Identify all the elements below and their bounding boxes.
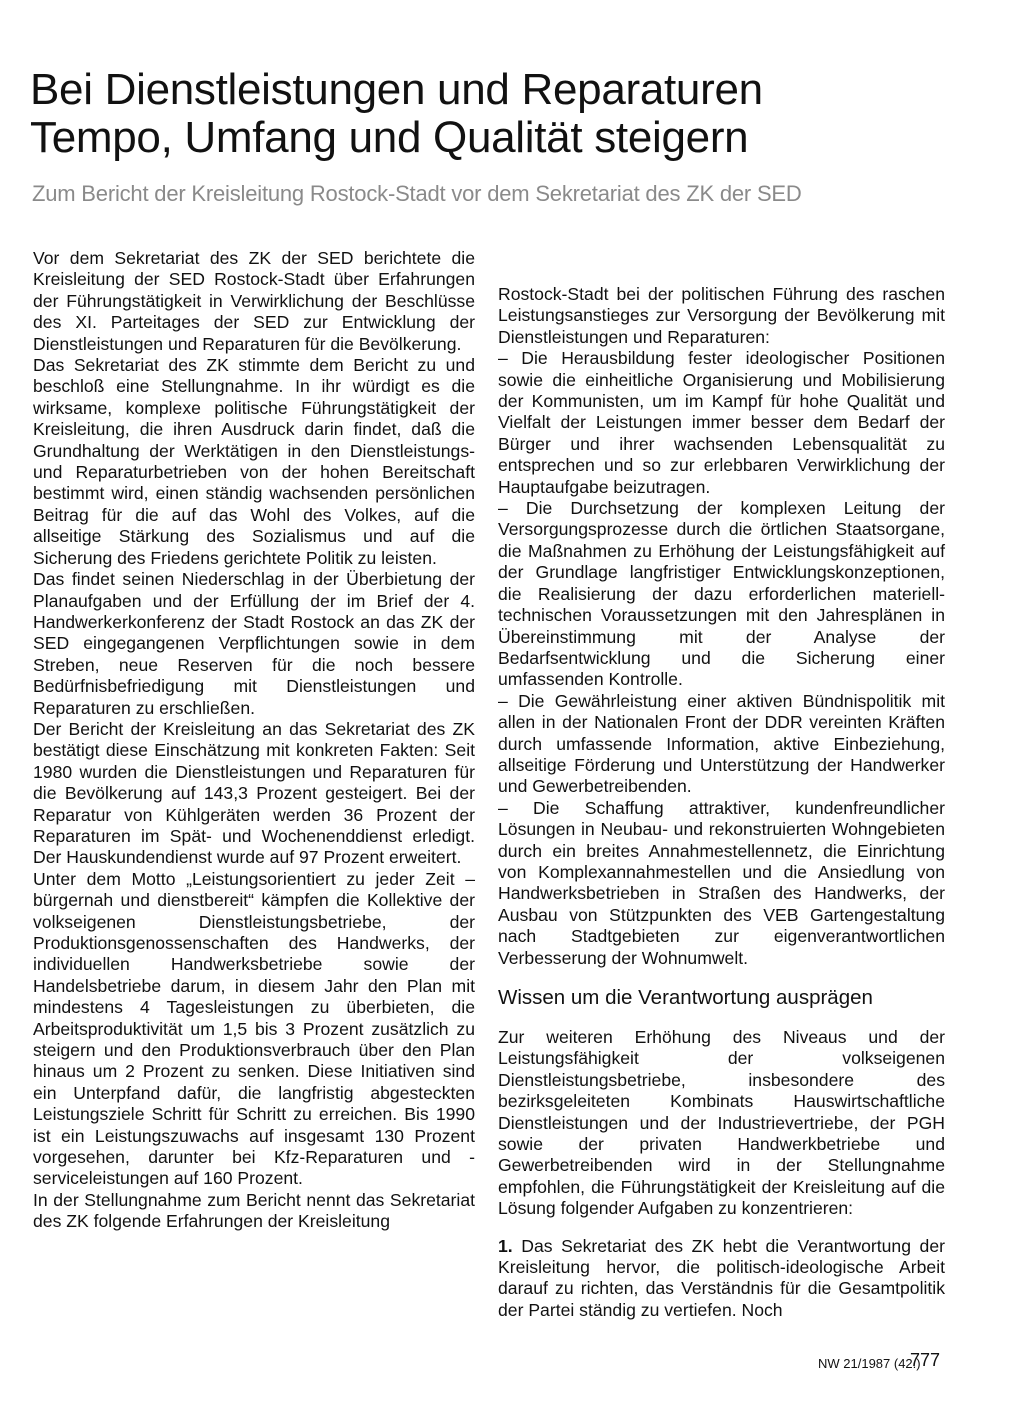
- right-paragraph-4: – Die Gewährleistung einer aktiven Bündnispolitik mit allen in der Nationalen Front der DDR vereinten Kräften durch umfassende Information, aktive Einbeziehung, allseitige Förderung und Unterstützung der Handwerker und Gewerbetreibenden.: [498, 690, 945, 797]
- left-paragraph-2: Das Sekretariat des ZK stimmte dem Bericht zu und beschloß eine Stellungnahme. In ihr würdigt es die wirksame, komplexe politische Führungstätigkeit der Kreisleitung, die ihren Ausdruck darin findet, daß die Grundhaltung der Werktätigen in den Dienstleistungs- und Reparaturbetrieben von der hohen Bereitschaft bestimmt wird, einen ständig wachsenden persönlichen Beitrag für die auf das Wohl des Volkes, auf die allseitige Stärkung des Sozialismus und auf die Sicherung des Friedens gerichtete Politik zu leisten.: [33, 355, 475, 568]
- left-paragraph-1: Vor dem Sekretariat des ZK der SED berichtete die Kreisleitung der SED Rostock-Stadt über Erfahrungen der Führungstätigkeit in Verwirklichung der Beschlüsse des XI. Parteitages der SED zur Entwicklung der Dienstleistungen und Reparaturen für die Bevölkerung.: [33, 248, 475, 354]
- right-paragraph-7-text: Das Sekretariat des ZK hebt die Verantwortung der Kreisleitung hervor, die politisch-ideologische Arbeit darauf zu richten, das Verständnis für die Gesamtpolitik der Partei ständig zu vertiefen. Noch: [498, 1235, 945, 1320]
- left-paragraph-5: Unter dem Motto „Leistungsorientiert zu jeder Zeit – bürgernah und dienstbereit“ kämpfen die Kollektive der volkseigenen Dienstleistungsbetriebe, der Produktionsgenossenschaften des Handwerks, der individuellen Handwerksbetriebe sowie der Handelsbetriebe darum, in diesem Jahr den Plan mit mindestens 4 Tagesleistungen zu überbieten, die Arbeitsproduktivität um 1,5 bis 3 Prozent zusätzlich zu steigern und den Produktionsverbrauch über den Plan hinaus um 2 Prozent zu senken. Diese Initiativen sind ein Unterpfand dafür, die langfristig abgesteckten Leistungsziele Schritt für Schritt zu erreichen. Bis 1990 ist ein Leistungszuwachs auf insgesamt 130 Prozent vorgesehen, darunter bei Kfz-Reparaturen und -serviceleistungen auf 160 Prozent.: [33, 868, 475, 1189]
- right-paragraph-2: – Die Herausbildung fester ideologischer Positionen sowie die einheitliche Organisierung und Mobilisierung der Kommunisten, um im Kampf für hohe Qualität und Vielfalt der Leistungen immer besser dem Bedarf der Bürger und ihrer wachsenden Lebensqualität zu entsprechen und so zur erlebbaren Verwirklichung der Hauptaufgabe beizutragen.: [498, 348, 945, 497]
- right-paragraph-7: [498, 1236, 945, 1322]
- page-number: 777: [910, 1350, 941, 1370]
- right-paragraph-3: – Die Durchsetzung der komplexen Leitung der Versorgungsprozesse durch die örtlichen Staatsorgane, die Maßnahmen zu Erhöhung der Leistungsfähigkeit auf der Grundlage langfristiger Entwicklungskonzeptionen, die Realisierung der dazu erforderlichen materiell-technischen Voraussetzungen mit den Jahresplänen in Übereinstimmung mit der Analyse der Bedarfsentwicklung und die Sicherung einer umfassenden Kontrolle.: [498, 498, 945, 690]
- headline-line-1: Bei Dienstleistungen und Reparaturen: [30, 65, 763, 114]
- subheadline: Zum Bericht der Kreisleitung Rostock-Stadt vor dem Sekretariat des ZK der SED: [32, 181, 802, 206]
- left-column: [33, 248, 475, 1233]
- left-paragraph-4: Der Bericht der Kreisleitung an das Sekretariat des ZK bestätigt diese Einschätzung mit konkreten Fakten: Seit 1980 wurden die Dienstleistungen und Reparaturen für die Bevölkerung auf 143,3 Prozent gesteigert. Bei der Reparatur von Kühlgeräten werden 36 Prozent der Reparaturen im Spät- und Wochenenddienst erledigt. Der Hauskundendienst wurde auf 97 Prozent erweitert.: [33, 718, 475, 868]
- right-paragraph-6: Zur weiteren Erhöhung des Niveaus und der Leistungsfähigkeit der volkseigenen Dienstleistungsbetriebe, insbesondere des bezirksgeleiteten Kombinats Hauswirtschaftliche Dienstleistungen und der Industrievertriebe, der PGH sowie der privaten Handwerkbetriebe und Gewerbetreibenden wird in der Stellungnahme empfohlen, die Führungstätigkeit der Kreisleitung auf die Lösung folgender Aufgaben zu konzentrieren:: [498, 1027, 945, 1219]
- headline: [30, 66, 930, 162]
- right-column: [498, 284, 945, 1321]
- left-paragraph-3: Das findet seinen Niederschlag in der Überbietung der Planaufgaben und der Erfüllung der im Brief der 4. Handwerkerkonferenz der Stadt Rostock an das ZK der SED eingegangenen Verpflichtungen sowie in dem Streben, neue Reserven für die noch bessere Bedürfnisbefriedigung mit Dienstleistungen und Reparaturen zu erschließen.: [33, 569, 475, 718]
- item-number: 1.: [498, 1235, 513, 1256]
- right-paragraph-1: Rostock-Stadt bei der politischen Führung des raschen Leistungsanstieges zur Versorgung der Bevölkerung mit Dienstleistungen und Reparaturen:: [498, 284, 945, 347]
- left-paragraph-6: In der Stellungnahme zum Bericht nennt das Sekretariat des ZK folgende Erfahrungen der Kreisleitung: [33, 1189, 475, 1232]
- section-heading: Wissen um die Verantwortung ausprägen: [498, 986, 873, 1009]
- right-paragraph-5: – Die Schaffung attraktiver, kundenfreundlicher Lösungen in Neubau- und rekonstruierten Wohngebieten durch ein breites Annahmestellennetz, die Einrichtung von Komplexannahmestellen und die Ansiedlung von Handwerksbetrieben in Straßen des Handwerks, der Ausbau von Stützpunkten des VEB Gartengestaltung nach Stadtgebieten zur eigenverantwortlichen Verbesserung der Wohnumwelt.: [498, 797, 945, 968]
- issue-reference: NW 21/1987 (42.): [818, 1356, 921, 1371]
- headline-line-2: Tempo, Umfang und Qualität steigern: [30, 113, 749, 162]
